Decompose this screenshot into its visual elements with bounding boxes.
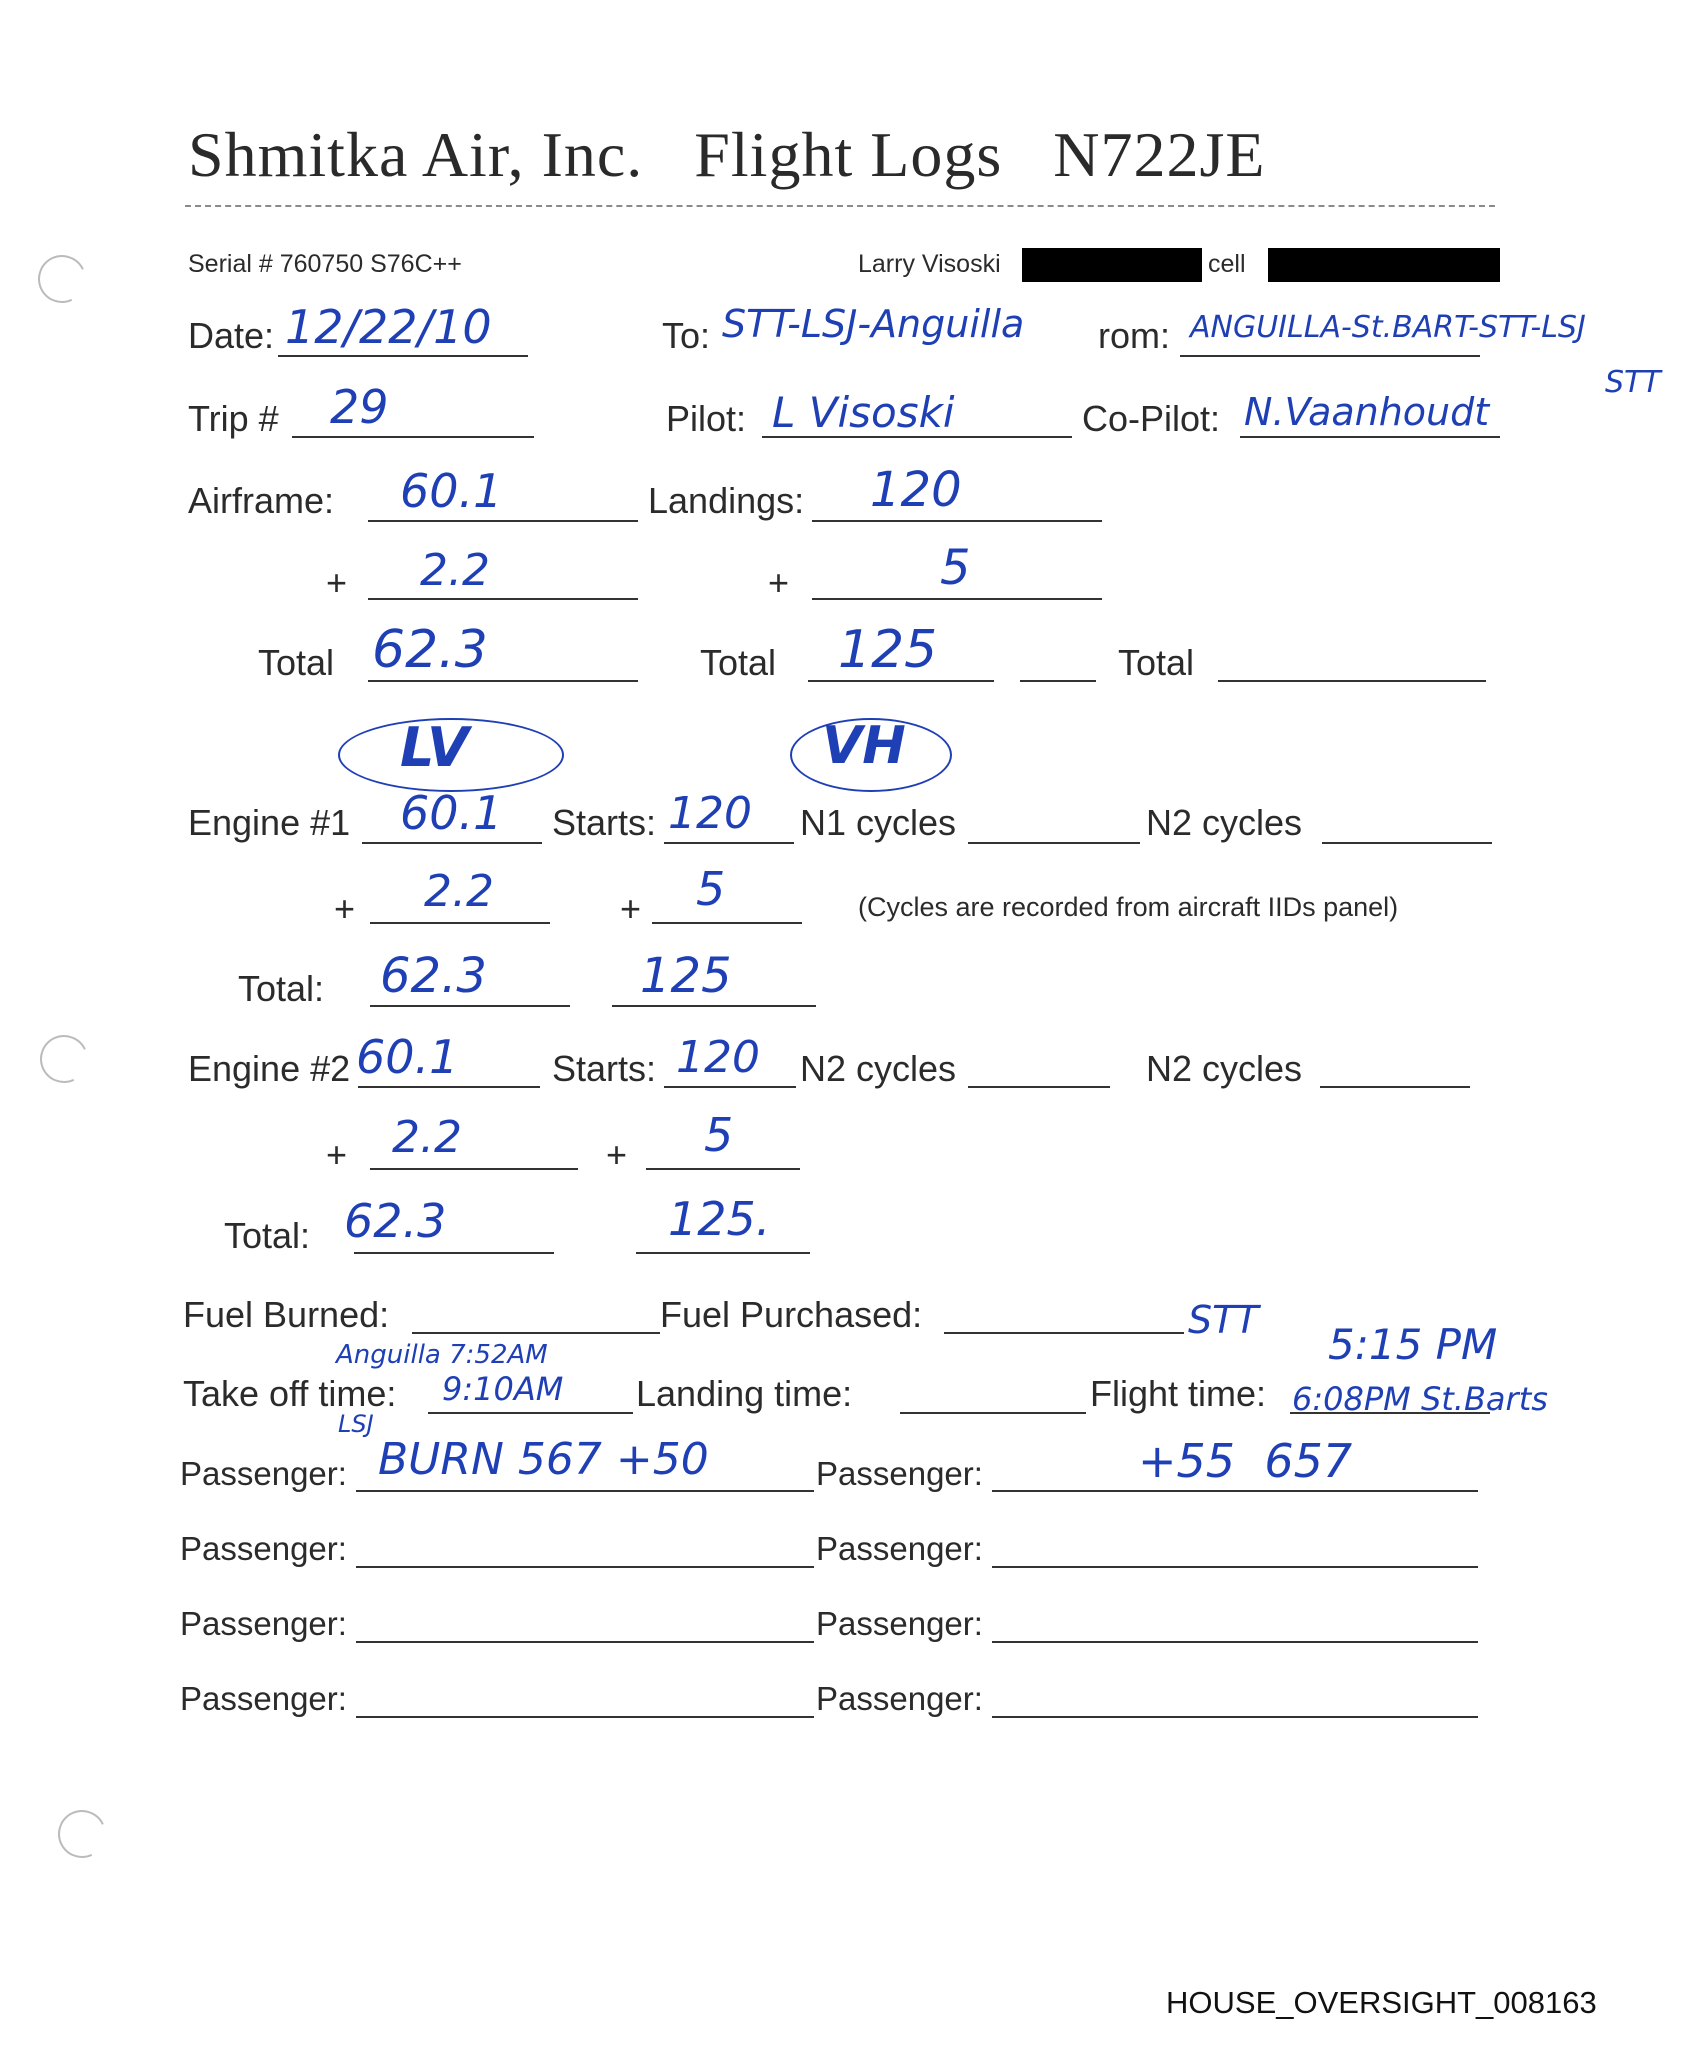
to-value: STT-LSJ-Anguilla: [722, 302, 1025, 346]
redaction-box-1: [1022, 248, 1202, 282]
landing-time-line: [900, 1412, 1086, 1414]
engine1-n2-label: N2 cycles: [1146, 802, 1303, 843]
takeoff-sub: LSJ: [338, 1410, 374, 1438]
landings-total-extra-line: [1020, 680, 1096, 682]
landings-add-line: [812, 598, 1102, 600]
engine2-line: [358, 1086, 540, 1088]
engine1-starts-add-value: 5: [696, 862, 726, 916]
engine1-starts-total-value: 125: [640, 948, 732, 1004]
passenger-line-2a: [356, 1566, 814, 1568]
date-value: 12/22/10: [285, 300, 492, 354]
fuel-burned-label: Fuel Burned:: [183, 1294, 390, 1335]
engine1-total-label: Total:: [238, 968, 325, 1009]
engine2-starts-plus: +: [606, 1134, 628, 1175]
third-total-line: [1218, 680, 1486, 682]
passenger-label-1a: Passenger:: [180, 1455, 347, 1492]
serial-number: Serial # 760750 S76C++: [188, 250, 462, 278]
engine2-total-line: [354, 1252, 554, 1254]
from-value: ANGUILLA-St.BART-STT-LSJ: [1190, 310, 1586, 345]
fuel-burned-line: [412, 1332, 660, 1334]
engine1-starts-value: 120: [668, 788, 752, 839]
passenger-label-2b: Passenger:: [816, 1530, 983, 1567]
flight-time-value: 6:08PM St.Barts: [1292, 1380, 1548, 1418]
pilot-label: Pilot:: [666, 398, 747, 439]
passenger-label-3b: Passenger:: [816, 1605, 983, 1642]
engine2-starts-add-value: 5: [704, 1108, 734, 1162]
engine1-plus: +: [334, 888, 356, 929]
airframe-total-line: [368, 680, 638, 682]
engine2-starts-value: 120: [676, 1032, 760, 1083]
title-divider: [185, 205, 1495, 207]
engine1-total-value: 62.3: [380, 948, 487, 1004]
airframe-add-value: 2.2: [420, 545, 490, 596]
engine2-starts-line: [664, 1086, 796, 1088]
landings-plus: +: [768, 562, 790, 603]
engine2-value: 60.1: [356, 1030, 459, 1084]
airframe-value: 60.1: [400, 464, 503, 518]
date-line: [278, 355, 528, 357]
passenger-line-1b: [992, 1490, 1478, 1492]
landing-time-label: Landing time:: [636, 1373, 853, 1414]
cell-label: cell: [1208, 250, 1246, 278]
landings-label: Landings:: [648, 480, 805, 521]
engine1-n2-line: [1322, 842, 1492, 844]
engine1-n1-label: N1 cycles: [800, 802, 957, 843]
landings-total-label: Total: [700, 642, 777, 683]
fuel-purchased-line: [944, 1332, 1184, 1334]
engine1-starts-line: [664, 842, 794, 844]
binder-hole-2: [33, 1028, 95, 1090]
takeoff-label: Take off time:: [183, 1373, 397, 1414]
from-note: STT: [1605, 365, 1661, 400]
passenger-label-4b: Passenger:: [816, 1680, 983, 1717]
airframe-label: Airframe:: [188, 480, 335, 521]
passenger-label-4a: Passenger:: [180, 1680, 347, 1717]
copilot-line: [1240, 436, 1500, 438]
fuel-note: STT: [1188, 1298, 1259, 1342]
passenger-line-1a: [356, 1490, 814, 1492]
engine2-n2-line-1: [968, 1086, 1110, 1088]
engine2-total-label: Total:: [224, 1215, 311, 1256]
engine2-starts-total-line: [636, 1252, 810, 1254]
engine1-value: 60.1: [400, 786, 503, 840]
engine2-label: Engine #2: [188, 1048, 351, 1089]
takeoff-value: 9:10AM: [442, 1370, 564, 1408]
fuel-purchased-label: Fuel Purchased:: [660, 1294, 923, 1335]
airframe-total-label: Total: [258, 642, 335, 683]
engine1-starts-add-line: [652, 922, 802, 924]
engine1-n1-line: [968, 842, 1140, 844]
engine2-starts-label: Starts:: [552, 1048, 657, 1089]
passenger-label-2a: Passenger:: [180, 1530, 347, 1567]
takeoff-line: [428, 1412, 633, 1414]
passenger-line-4a: [356, 1716, 814, 1718]
engine2-n2-label-2: N2 cycles: [1146, 1048, 1303, 1089]
airframe-total-value: 62.3: [372, 620, 488, 680]
trip-value: 29: [330, 380, 389, 434]
fuel-time-note: 5:15 PM: [1328, 1320, 1498, 1369]
third-total-label: Total: [1118, 642, 1195, 683]
engine1-add-line: [370, 922, 550, 924]
landings-value: 120: [870, 462, 962, 518]
flight-time-label: Flight time:: [1090, 1373, 1267, 1414]
to-label: To:: [662, 315, 711, 356]
engine1-label: Engine #1: [188, 802, 351, 843]
initials-2: VH: [822, 716, 906, 776]
engine1-starts-total-line: [612, 1005, 816, 1007]
engine2-plus: +: [326, 1134, 348, 1175]
passenger-value-1a: BURN 567 +50: [378, 1434, 709, 1485]
passenger-value-1b: +55 657: [1138, 1434, 1353, 1488]
passenger-line-4b: [992, 1716, 1478, 1718]
copilot-value: N.Vaanhoudt: [1244, 390, 1490, 434]
airframe-line: [368, 520, 638, 522]
landings-total-line: [808, 680, 994, 682]
landings-line: [812, 520, 1102, 522]
airframe-plus: +: [326, 562, 348, 603]
contact-name: Larry Visoski: [858, 250, 1001, 278]
trip-label: Trip #: [188, 398, 279, 439]
passenger-line-2b: [992, 1566, 1478, 1568]
date-label: Date:: [188, 315, 275, 356]
binder-hole-1: [31, 248, 93, 310]
passenger-line-3b: [992, 1641, 1478, 1643]
engine1-line: [362, 842, 542, 844]
engine1-add-value: 2.2: [424, 866, 494, 917]
from-line: [1180, 355, 1480, 357]
copilot-label: Co-Pilot:: [1082, 398, 1221, 439]
bates-number: HOUSE_OVERSIGHT_008163: [1166, 1985, 1597, 2020]
initials-1: LV: [400, 716, 469, 779]
engine1-starts-plus: +: [620, 888, 642, 929]
landings-total-value: 125: [838, 620, 938, 680]
passenger-line-3a: [356, 1641, 814, 1643]
pilot-value: L Visoski: [772, 388, 955, 437]
engine2-add-line: [370, 1168, 578, 1170]
passenger-label-3a: Passenger:: [180, 1605, 347, 1642]
cycles-note: (Cycles are recorded from aircraft IIDs panel): [858, 892, 1399, 922]
engine2-starts-add-line: [646, 1168, 800, 1170]
from-label: rom:: [1098, 315, 1170, 356]
engine1-starts-label: Starts:: [552, 802, 657, 843]
trip-line: [292, 436, 534, 438]
form-title: Shmitka Air, Inc. Flight Logs N722JE: [188, 119, 1266, 190]
engine2-total-value: 62.3: [344, 1194, 447, 1248]
engine2-starts-total-value: 125.: [668, 1192, 771, 1246]
redaction-box-2: [1268, 248, 1500, 282]
engine2-n2-line-2: [1320, 1086, 1470, 1088]
landings-add-value: 5: [940, 540, 971, 596]
engine2-n2-label-1: N2 cycles: [800, 1048, 957, 1089]
binder-hole-3: [51, 1803, 113, 1865]
airframe-add-line: [368, 598, 638, 600]
takeoff-note: Anguilla 7:52AM: [336, 1340, 548, 1370]
engine2-add-value: 2.2: [392, 1112, 462, 1163]
engine1-total-line: [370, 1005, 570, 1007]
passenger-label-1b: Passenger:: [816, 1455, 983, 1492]
